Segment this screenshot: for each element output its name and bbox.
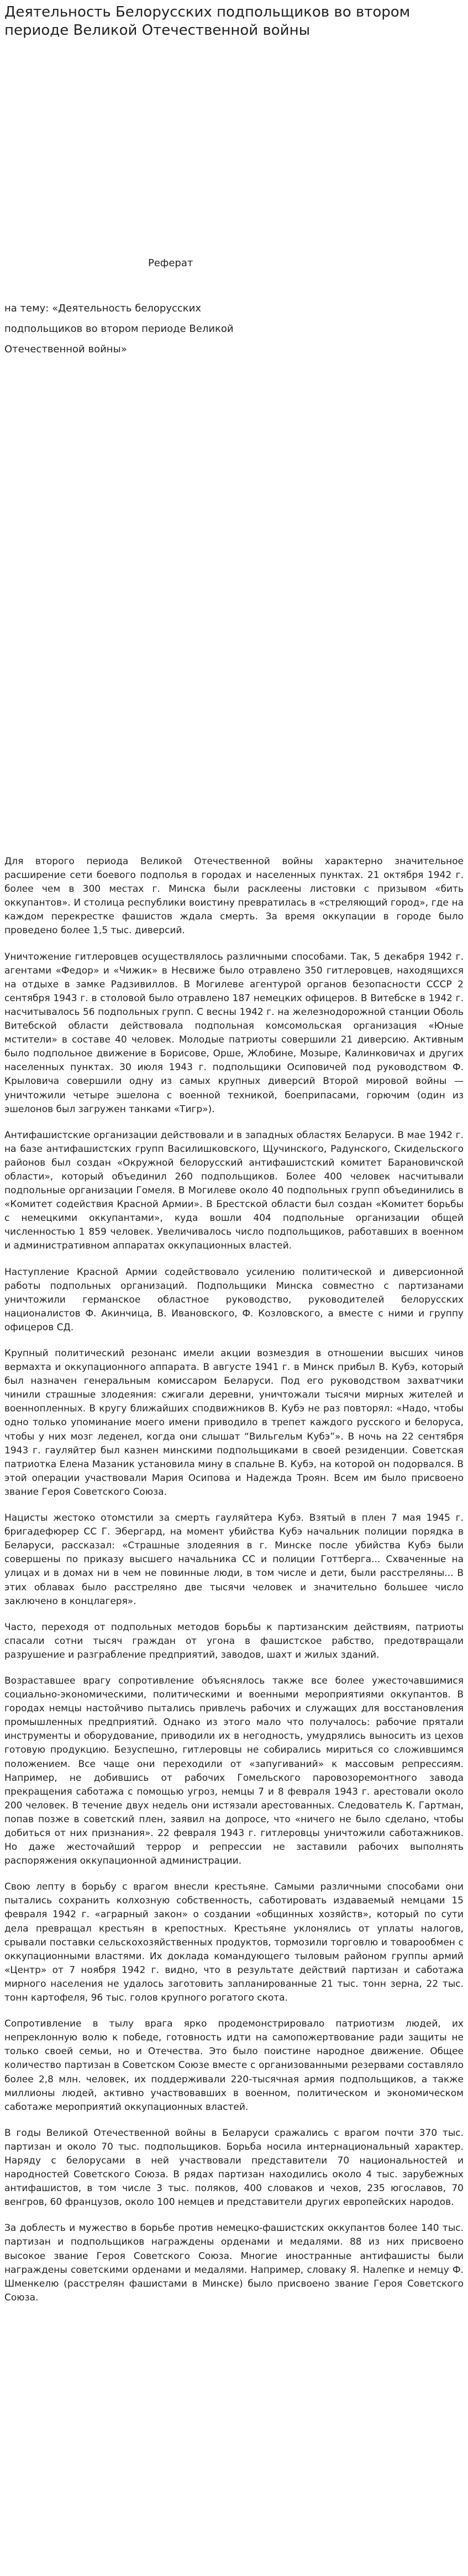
paragraph: Наступление Красной Армии содействовало усилению политической и диверсионной работы подпольных организаций. Подпольщики Минска совместно с партизанами уничтожили германское областное руководство, руководителей белорусских националистов Ф. Акинчица, В. Ивановского, Ф. Козловского, а вместе с ними и группу офицеров СД. [4, 1266, 464, 1333]
paragraph: Крупный политический резонанс имели акции возмездия в отношении высших чинов вермахта и оккупационного аппарата. В августе 1941 г. в Минск прибыл В. Кубэ, который был назначен генеральным комиссаром Беларуси. Под его руководством захватчики чинили страшные злодеяния: сжигали деревни, уничтожали тысячи мирных жителей и военнопленных. В кругу ближайших сподвижников В. Кубэ не раз повторял: «Надо, чтобы одно только упоминание моего имени приводило в трепет каждого русского и белоруса, чтобы у них мозг леденел, когда они слышат “Вильгельм Кубэ”». В ночь на 22 сентября 1943 г. гауляйтер был казнен минскими подпольщиками в своей резиденции. Советская патриотка Елена Мазаник установила мину в спальне В. Кубэ, на которой он подорвался. В этой операции участвовали Мария Осипова и Надежда Троян. Всем им было присвоено звание Героя Советского Союза. [4, 1348, 464, 1498]
paragraph: Антифашистские организации действовали и в западных областях Беларуси. В мае 1942 г. на базе антифашистских групп Василишковского, Щучинского, Радунского, Скидельского районов был создан «Окружной белорусский антифашистский комитет Барановичской области», который объединил 260 подпольщиков. Более 400 человек насчитывали подпольные организации Гомеля. В Могилеве около 40 подпольных групп объединились в «Комитет содействия Красной Армии». В Брестской области был создан «Комитет борьбы с немецкими оккупантами», куда вошли 404 подпольные организации общей численностью 1 859 человек. Увеличивалось число подпольщиков, работавших в военном и административном аппаратах оккупационных властей. [4, 1129, 464, 1252]
paragraph: Сопротивление в тылу врага ярко продемонстрировало патриотизм людей, их непреклонную волю к победе, готовность идти на самопожертвование ради защиты не только своей семьи, но и Отечества. Это было поистине народное движение. Общее количество партизан в Советском Союзе вместе с организованными резервами составляло более 2,8 млн. человек, их поддерживали 220-тысячная армия подпольщиков, а также миллионы людей, активно участвовавших в военном, политическом и экономическом саботаже мероприятий оккупационных властей. [4, 2018, 464, 2113]
document-title: Деятельность Белорусских подпольщиков во втором периоде Великой Отечественной войны [4, 4, 411, 39]
paragraph: В годы Великой Отечественной войны в Беларуси сражались с врагом почти 370 тыс. партизан и около 70 тыс. подпольщиков. Борьба носила интернациональный характер. Наряду с белорусами в ней участвовали представители 70 национальностей и народностей Советского Союза. В рядах партизан находились около 4 тыс. зарубежных антифашистов, в том числе 3 тыс. поляков, 400 словаков и чехов, 235 югославов, 70 венгров, 60 французов, около 100 немцев и представители других европейских народов. [4, 2127, 464, 2208]
paragraph: Часто, переходя от подпольных методов борьбы к партизанским действиям, патриоты спасали сотни тысяч граждан от угона в фашистское рабство, предотвращали разрушение и разграбление предприятий, заводов, шахт и жилых зданий. [4, 1621, 464, 1660]
paragraph: Возраставшее врагу сопротивление объяснялось также все более ужесточавшимися социально-экономическими, политическими и военными мероприятиями оккупантов. В городах немцы настойчиво пытались привлечь рабочих и служащих для восстановления промышленных предприятий. Однако из этого мало что получалось: рабочие прятали инструменты и оборудование, приводили их в негодность, умудрялись выносить из цехов готовую продукцию. Безуспешно, гитлеровцы не собирались мириться со сложившимся положением. Все чаще они переходили от «запугиваний» к массовым репрессиям. Например, не добившись от рабочих Гомельского паровозоремонтного завода прекращения саботажа с помощью угроз, немцы 7 и 8 февраля 1943 г. арестовали около 200 человек. В течение двух недель они истязали арестованных. Следователь К. Гартман, попав позже в советский плен, заявил на допросе, что «ничего не было сделано, чтобы добиться от них признания». 22 февраля 1943 г. гитлеровцы уничтожили саботажников. Но даже жесточайший террор и репрессии не заставили рабочих выполнять распоряжения оккупационной администрации. [4, 1675, 464, 1867]
referat-label: Реферат [148, 257, 193, 269]
paragraph: Уничтожение гитлеровцев осуществлялось различными способами. Так, 5 декабря 1942 г. агентами «Федор» и «Чижик» в Несвиже было отравлено 350 гитлеровцев, находящихся на отдыхе в замке Радзивиллов. В Могилеве агентурой органов безопасности СССР 2 сентября 1943 г. в столовой было отравлено 187 немецких офицеров. В Витебске в 1942 г. насчитывалось 56 подпольных групп. С весны 1942 г. на железнодорожной станции Оболь Витебской области действовала подпольная комсомольская организация «Юные мстители» в составе 40 человек. Молодые патриоты совершили 21 диверсию. Активным было подпольное движение в Борисове, Орше, Жлобине, Мозыре, Калинковичах и других населенных пунктах. 30 июля 1943 г. подпольщики Осиповичей под руководством Ф. Крыловича совершили одну из самых крупных диверсий Второй мировой войны — уничтожили четыре эшелона с военной техникой, боеприпасами, горючим (один из эшелонов был загружен танками «Тигр»). [4, 951, 464, 1115]
paragraph: Нацисты жестоко отомстили за смерть гауляйтера Кубэ. Взятый в плен 7 мая 1945 г. бригадефюрер СС Г. Эбергард, на момент убийства Кубэ начальник полиции порядка в Беларуси, рассказал: «Страшные злодеяния в г. Минске после убийства Кубэ были совершены по приказу высшего начальника СС и полиции Готтберга... Схваченные на улицах и в домах ни в чем не повинные люди, в том числе и дети, были расстреляны... В этих облавах было расстреляно две тысячи человек и значительно большее число заключено в концлагеря». [4, 1512, 464, 1607]
referat-topic: на тему: «Деятельность белорусских подпольщиков во втором периоде Великой Отечественной войны» [4, 303, 234, 355]
paragraph: Для второго периода Великой Отечественной войны характерно значительное расширение сети боевого подполья в городах и населенных пунктах. 21 октября 1942 г. более чем в 300 местах г. Минска были расклеены листовки с призывом «бить оккупантов». И столица республики воистину превратилась в «стреляющий город», где на каждом перекрестке фашистов ждала смерть. За время оккупации в городе было проведено более 1,5 тыс. диверсий. [4, 856, 464, 937]
document-body [4, 855, 464, 2317]
paragraph: За доблесть и мужество в борьбе против немецко-фашистских оккупантов более 140 тыс. партизан и подпольщиков награждены орденами и медалями. 88 из них присвоено высокое звание Героя Советского Союза. Многие иностранные антифашисты были награждены советскими орденами и медалями. Например, словаку Я. Налепке и немцу Ф. Шменкелю (расстрелян фашистами в Минске) было присвоено звание Героя Советского Союза. [4, 2223, 464, 2303]
paragraph: Свою лепту в борьбу с врагом внесли крестьяне. Самыми различными способами они пытались сохранить колхозную собственность, саботировать издаваемый немцами 15 февраля 1942 г. «аграрный закон» о создании «общинных хозяйств», который по сути дела превращал крестьян в крепостных. Крестьяне уклонялись от уплаты налогов, срывали поставки сельскохозяйственных продуктов, тормозили торговлю и товарообмен с оккупационными властями. Их доклада командующего тыловым районом группы армий «Центр» от 7 ноября 1942 г. видно, что в результате действий партизан и саботажа мирного населения не удалось заготовить запланированные 21 тыс. тонн зерна, 22 тыс. тонн картофеля, 96 тыс. голов крупного рогатого скота. [4, 1881, 464, 2004]
